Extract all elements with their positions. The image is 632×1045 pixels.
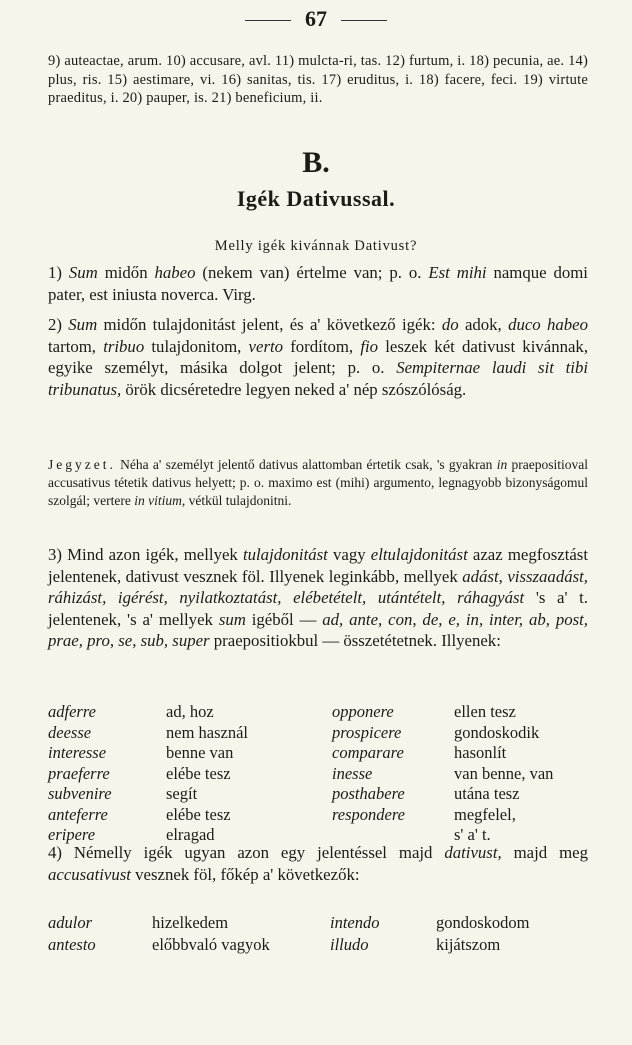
- paragraph-text: (nekem van) értelme van; p. o.: [195, 263, 429, 282]
- paragraph-number: 2): [48, 315, 69, 334]
- note-text: vétkül tulajdonitni.: [185, 493, 292, 508]
- paragraph-text: fordítom,: [283, 336, 361, 356]
- latin-verb: respondere: [332, 804, 406, 824]
- paragraph-text: tartom,: [48, 336, 104, 356]
- paragraph-4: [48, 842, 588, 885]
- section-question: Melly igék kivánnak Dativust?: [214, 238, 418, 254]
- hungarian-meaning: hizelkedem: [152, 913, 229, 932]
- hungarian-meaning: elébe tesz: [166, 763, 231, 783]
- latin-verb: prospicere: [332, 722, 402, 742]
- latin-verb: subvenire: [48, 784, 112, 803]
- hungarian-meaning: gondoskodik: [454, 722, 540, 742]
- verb-table-1: [48, 702, 608, 846]
- hungarian-meaning: ellen tesz: [454, 702, 516, 721]
- latin-term: verto: [248, 336, 284, 356]
- latin-verb: praeferre: [48, 763, 110, 783]
- latin-term: Sum: [68, 263, 98, 282]
- hungarian-meaning: segít: [166, 784, 198, 803]
- hungarian-meaning: kijátszom: [436, 935, 501, 954]
- latin-example: Sempiternae laudi sit tibi tribunatus,: [48, 358, 588, 399]
- latin-term: Sum: [68, 315, 98, 334]
- hungarian-term-list: adást, visszaadást, ráhizást, igérést, nyilatkoztatást, elébetételt, utántételt, ráhagyást: [48, 566, 588, 607]
- paragraph-text: Némelly igék ugyan azon egy jelentéssel majd: [73, 843, 445, 862]
- page-number: 67: [305, 6, 327, 31]
- hungarian-term: eltulajdonitást: [370, 545, 468, 564]
- paragraph-text: örök dicséretedre legyen neked a' nép szószólóság.: [121, 379, 467, 399]
- hungarian-meaning: van benne, van: [454, 763, 554, 783]
- verb-row: [48, 702, 608, 723]
- paragraph-text: tulajdonitom,: [144, 336, 249, 356]
- hungarian-meaning: megfelel,: [454, 804, 516, 824]
- note-text: praepositioval accusativus tétetik dativus helyett; p. o. maximo est (mihi) argumento, legnagyobb bizonyságomul szolgál; vertere: [48, 457, 588, 508]
- verb-row: [48, 934, 608, 956]
- hungarian-term: tulajdonitást: [242, 545, 328, 564]
- paragraph-2: [48, 314, 588, 400]
- latin-term: accusativust: [48, 864, 131, 884]
- verb-row: [48, 912, 608, 934]
- header-rule-right: [341, 20, 387, 21]
- paragraph-3: [48, 544, 588, 652]
- verb-row: [48, 784, 608, 805]
- latin-verb: adulor: [48, 913, 93, 932]
- paragraph-text: midőn tulajdonitást jelent, és a' következő igék:: [97, 315, 442, 334]
- paragraph-text: azaz megfosztást jelentenek, dativust vesznek föl. Illyenek leginkább, mellyek: [48, 545, 588, 586]
- latin-verb: interesse: [48, 743, 107, 762]
- hungarian-meaning: előbbvaló vagyok: [152, 935, 270, 954]
- hungarian-meaning: elébe tesz: [166, 804, 231, 824]
- latin-verb: antesto: [48, 935, 96, 954]
- latin-verb: illudo: [330, 935, 369, 954]
- hungarian-meaning: benne van: [166, 743, 234, 762]
- paragraph-text: Mind azon igék, mellyek: [67, 545, 243, 564]
- preposition-list: ad, ante, con, de, e, in, inter, ab, post, prae, pro, se, sub, super: [48, 609, 589, 650]
- paragraph-text: namque domi pater, est iniusta noverca. Virg.: [48, 263, 588, 304]
- section-title: Igék Dativussal.: [236, 186, 396, 211]
- paragraph-number: 3): [48, 545, 68, 564]
- verb-row: [48, 805, 608, 826]
- paragraph-text: adok,: [458, 315, 509, 334]
- paragraph-text: majd meg: [501, 843, 588, 862]
- latin-term: in: [496, 457, 508, 472]
- paragraph-text: praepositiokbul — összetétetnek. Illyenek:: [209, 631, 501, 650]
- vocabulary-notes: 9) auteactae, arum. 10) accusare, avl. 11) mulcta-ri, tas. 12) furtum, i. 18) pecunia, ae. 14) plus, ris. 15) aestimare, vi. 16) sanitas, tis. 17) eruditus, i. 18) facere, feci. 19) virtute praeditus, i. 20) pauper, is. 21) beneficium, ii.: [48, 53, 588, 106]
- paragraph-text: vesznek föl, főkép a' következők:: [130, 864, 360, 884]
- latin-term: fio: [360, 336, 379, 356]
- hungarian-meaning: utána tesz: [454, 784, 520, 803]
- note-label: Jegyzet.: [48, 457, 116, 472]
- latin-term: dativust,: [444, 843, 502, 862]
- note-paragraph: [48, 456, 588, 510]
- latin-verb: deesse: [48, 722, 92, 742]
- latin-verb: adferre: [48, 702, 96, 721]
- paragraph-text: leszek két dativust kivánnak, egyike személyt, másika dolgot jelent; p. o.: [48, 336, 589, 377]
- latin-verb: inesse: [332, 763, 373, 783]
- paragraph-text: 's a' t. jelentenek, 's a' mellyek: [48, 588, 588, 629]
- latin-verb: anteferre: [48, 804, 108, 824]
- paragraph-1: [48, 262, 588, 305]
- latin-term: duco habeo: [508, 315, 588, 334]
- hungarian-meaning: hasonlít: [454, 743, 507, 762]
- paragraph-text: vagy: [327, 545, 371, 564]
- note-text: Néha a' személyt jelentő dativus alattomban értetik csak, 's gyakran: [115, 457, 497, 472]
- verb-row: [48, 764, 608, 785]
- latin-term: tribuo: [103, 336, 145, 356]
- latin-example: in vitium,: [134, 493, 186, 508]
- latin-verb: intendo: [330, 913, 380, 932]
- section-letter: B.: [302, 146, 330, 179]
- latin-term: do: [441, 315, 459, 334]
- latin-verb: posthabere: [332, 784, 405, 803]
- verb-row: [48, 743, 608, 764]
- verb-row: [48, 723, 608, 744]
- latin-example: Est mihi: [428, 263, 487, 282]
- paragraph-number: 4): [48, 843, 74, 862]
- latin-verb: opponere: [332, 702, 394, 721]
- latin-term: habeo: [154, 263, 196, 282]
- latin-term: sum: [218, 609, 246, 629]
- paragraph-text: midőn: [97, 263, 155, 282]
- verb-table-2: [48, 912, 608, 956]
- header-rule-left: [245, 20, 291, 21]
- paragraph-text: igéből —: [245, 609, 323, 629]
- hungarian-meaning: elragad: [166, 825, 215, 844]
- latin-verb: eripere: [48, 825, 96, 844]
- hungarian-meaning: gondoskodom: [436, 913, 530, 932]
- hungarian-meaning: ad, hoz: [166, 702, 214, 721]
- paragraph-number: 1): [48, 263, 69, 282]
- page-header: [0, 6, 632, 32]
- etc-abbreviation: s' a' t.: [454, 825, 491, 844]
- hungarian-meaning: nem használ: [166, 722, 249, 742]
- latin-verb: comparare: [332, 743, 404, 762]
